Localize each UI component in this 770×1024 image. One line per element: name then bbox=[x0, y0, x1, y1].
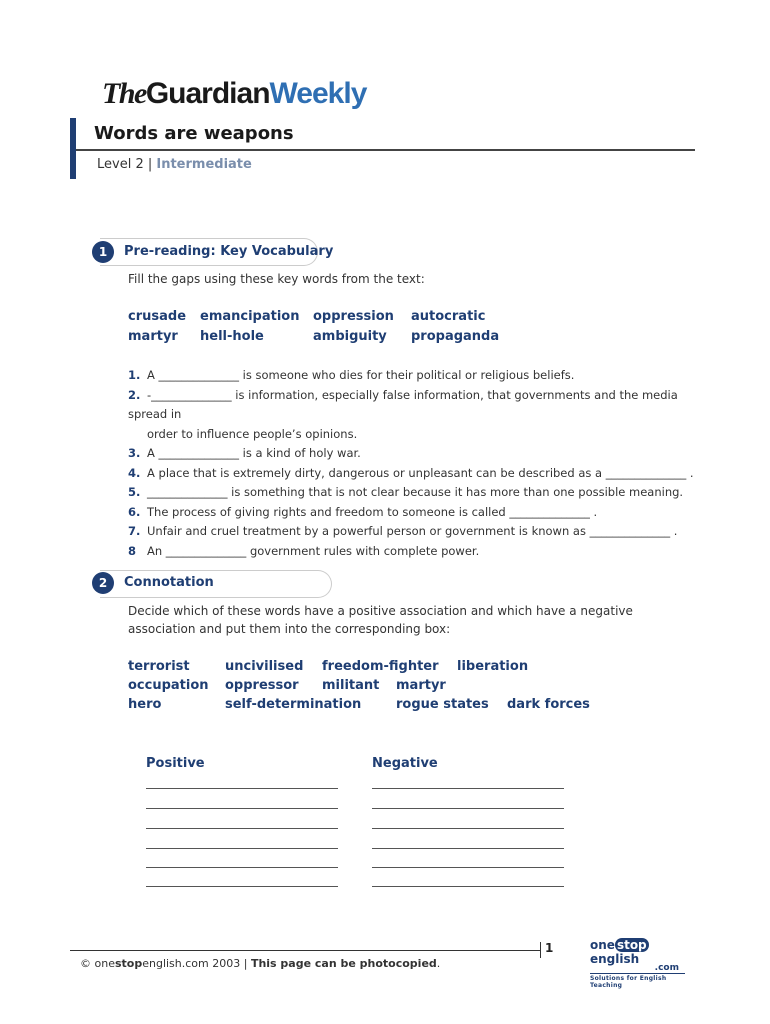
section1-title: Pre-reading: Key Vocabulary bbox=[124, 244, 334, 259]
question-text: A ______________ is a kind of holy war. bbox=[147, 446, 361, 460]
question-item bbox=[128, 366, 698, 386]
section1-number: 1 bbox=[92, 241, 114, 263]
footer-rule bbox=[70, 950, 540, 951]
connotation-word: martyr bbox=[396, 678, 446, 693]
question-item bbox=[128, 483, 698, 503]
vocab-word: crusade bbox=[128, 309, 187, 324]
section1-instruction: Fill the gaps using these key words from the text: bbox=[128, 272, 425, 286]
vocab-word: oppression bbox=[313, 309, 394, 324]
ose-stop: stop bbox=[616, 938, 647, 952]
photocopy-note: This page can be photocopied bbox=[250, 957, 437, 970]
connotation-word: dark forces bbox=[507, 697, 590, 712]
question-text: Unfair and cruel treatment by a powerful person or government is known as ______________ . bbox=[147, 524, 678, 538]
vocab-word: ambiguity bbox=[313, 329, 387, 344]
connotation-word: hero bbox=[128, 697, 162, 712]
positive-answer-line[interactable] bbox=[146, 828, 338, 829]
question-number: 3. bbox=[128, 446, 141, 460]
question-item bbox=[128, 542, 698, 562]
photocopy-end: . bbox=[436, 957, 441, 970]
logo-the: The bbox=[102, 77, 146, 110]
connotation-word: militant bbox=[322, 678, 380, 693]
onestopenglish-logo bbox=[590, 938, 685, 989]
connotation-word: terrorist bbox=[128, 659, 190, 674]
question-text-continuation: order to influence people’s opinions. bbox=[147, 426, 358, 441]
ose-com: .com bbox=[654, 963, 679, 973]
section2-instruction bbox=[128, 602, 633, 638]
negative-answer-line[interactable] bbox=[372, 788, 564, 789]
connotation-word: rogue states bbox=[396, 697, 489, 712]
page-number-divider bbox=[540, 942, 541, 958]
question-number: 7. bbox=[128, 524, 141, 538]
positive-answer-line[interactable] bbox=[146, 848, 338, 849]
negative-answer-line[interactable] bbox=[372, 867, 564, 868]
question-text: An ______________ government rules with complete power. bbox=[147, 543, 480, 558]
question-item bbox=[128, 503, 698, 523]
instruction-line: association and put them into the corresponding box: bbox=[128, 622, 451, 636]
ose-tagline: Solutions for English Teaching bbox=[590, 973, 685, 989]
question-number: 1. bbox=[128, 368, 141, 382]
title-divider bbox=[76, 149, 695, 151]
footer-copyright bbox=[80, 957, 440, 970]
positive-column-label: Positive bbox=[146, 756, 205, 771]
question-number: 2. bbox=[128, 387, 141, 402]
connotation-word: occupation bbox=[128, 678, 209, 693]
question-item bbox=[128, 386, 698, 425]
page-number: 1 bbox=[545, 941, 554, 955]
section2-title: Connotation bbox=[124, 575, 214, 590]
question-text: ______________ is something that is not clear because it has more than one possible meaning. bbox=[147, 485, 684, 499]
question-text: A ______________ is someone who dies for their political or religious beliefs. bbox=[147, 368, 575, 382]
positive-answer-line[interactable] bbox=[146, 788, 338, 789]
connotation-word: liberation bbox=[457, 659, 529, 674]
question-text: -______________ is information, especially false information, that governments and the media spread in bbox=[128, 387, 678, 421]
negative-answer-line[interactable] bbox=[372, 886, 564, 887]
level-name: Intermediate bbox=[156, 157, 252, 172]
guardian-weekly-logo bbox=[102, 74, 366, 114]
ose-wordmark bbox=[590, 938, 685, 966]
question-number: 8 bbox=[128, 543, 137, 558]
positive-answer-line[interactable] bbox=[146, 808, 338, 809]
positive-answer-line[interactable] bbox=[146, 886, 338, 887]
question-number: 4. bbox=[128, 465, 141, 480]
connotation-word: freedom-fighter bbox=[322, 659, 439, 674]
vocab-word: martyr bbox=[128, 329, 178, 344]
positive-answer-line[interactable] bbox=[146, 867, 338, 868]
level-indicator bbox=[97, 157, 252, 172]
question-item bbox=[128, 464, 698, 484]
logo-guardian: Guardian bbox=[145, 77, 270, 110]
connotation-word: oppressor bbox=[225, 678, 299, 693]
question-number: 5. bbox=[128, 485, 141, 499]
vocab-word: emancipation bbox=[200, 309, 300, 324]
vocab-word: propaganda bbox=[411, 329, 500, 344]
question-item bbox=[128, 522, 698, 542]
level-prefix: Level 2 | bbox=[97, 157, 153, 172]
section2-number: 2 bbox=[92, 572, 114, 594]
logo-weekly: Weekly bbox=[269, 77, 367, 110]
negative-column-label: Negative bbox=[372, 756, 438, 771]
question-text: A place that is extremely dirty, dangerous or unpleasant can be described as a ______________ . bbox=[147, 465, 694, 480]
connotation-word: self-determination bbox=[225, 697, 362, 712]
question-text: The process of giving rights and freedom to someone is called ______________ . bbox=[147, 504, 598, 519]
copyright-bold: stop bbox=[114, 957, 143, 970]
instruction-line: Decide which of these words have a positive association and which have a negative bbox=[128, 604, 633, 618]
question-item bbox=[128, 444, 698, 464]
question-number: 6. bbox=[128, 504, 141, 519]
vocab-word: autocratic bbox=[411, 309, 486, 324]
connotation-word: uncivilised bbox=[225, 659, 304, 674]
negative-answer-line[interactable] bbox=[372, 808, 564, 809]
ose-one: one bbox=[590, 938, 615, 952]
negative-answer-line[interactable] bbox=[372, 828, 564, 829]
vocab-word: hell-hole bbox=[200, 329, 264, 344]
negative-answer-line[interactable] bbox=[372, 848, 564, 849]
ose-english: english bbox=[590, 952, 640, 966]
copyright-pre: © one bbox=[80, 957, 115, 970]
copyright-post: english.com 2003 | bbox=[142, 957, 251, 970]
page-title: Words are weapons bbox=[94, 123, 294, 144]
question-list bbox=[128, 366, 698, 561]
